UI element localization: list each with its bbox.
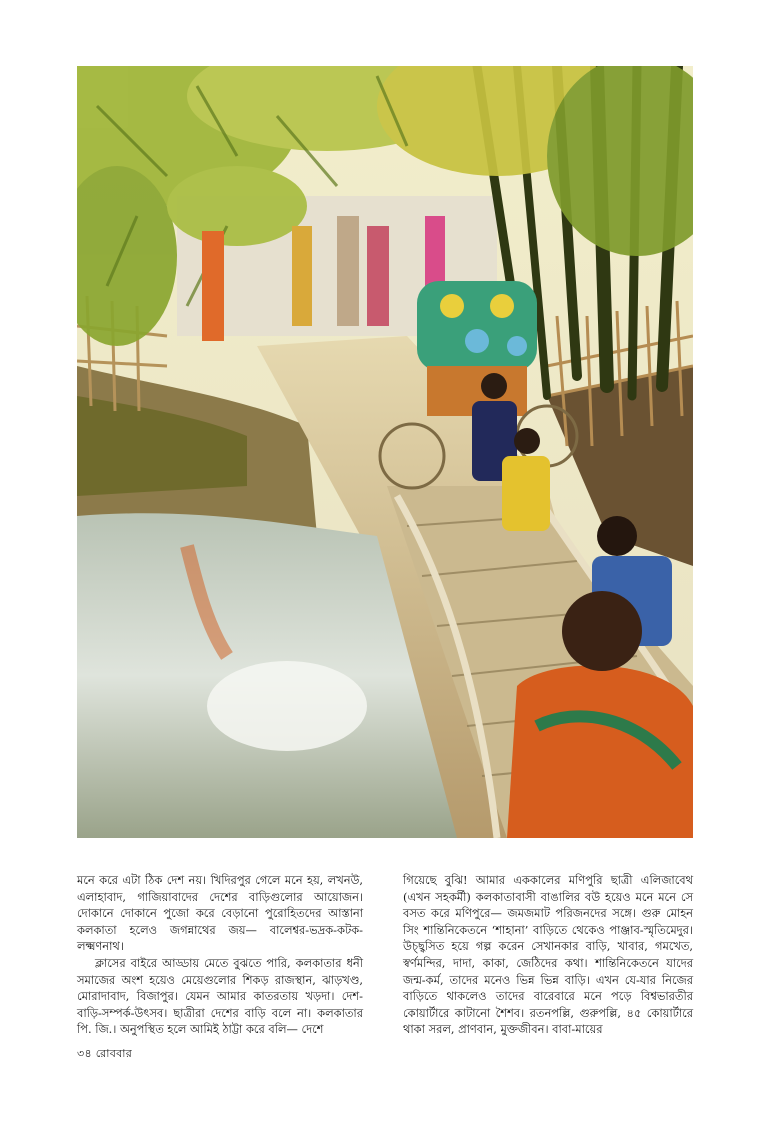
page-footer [77, 1045, 132, 1064]
article-column-left [77, 872, 363, 1038]
paragraph: গিয়েছে বুঝি! আমার এককালের মণিপুরি ছাত্রী এলিজাবেথ (এখন সহকর্মী) কলকাতাবাসী বাঙালির বউ হয়েও মনে মনে সে বসত করে মণিপুরে— জমজমাট পরিজনদের সঙ্গে। গুরু মোহন সিং শান্তিনিকেতনে ‘শাহানা’ বাড়িতে থেকেও পাঞ্জাব-স্মৃতিমেদুর। উচ্ছ্বসিত হয়ে গল্প করেন সেখানকার বাড়ি, খাবার, গমখেত, স্বর্ণমন্দির, দাদা, কাকা, জেঠিদের কথা। শান্তিনিকেতনে যাদের জন্ম-কর্ম, তাদের মনেও ভিন্ন ভিন্ন বাড়ি। এখন যে-যার নিজের বাড়িতে থাকলেও তাদের বারেবারে মনে পড়ে বিশ্বভারতীর কোয়ার্টারে কাটানো শৈশব। রতনপল্লি, গুরুপল্লি, ৪৫ কোয়ার্টারে থাকা সরল, প্রাণবান, মুক্তজীবন। বাবা-মায়ের [403, 873, 693, 1037]
page-number: ৩৪ [77, 1047, 92, 1060]
article-photo [77, 66, 693, 838]
paragraph: ক্লাসের বাইরে আড্ডায় মেতে বুঝতে পারি, কলকাতার ধনী সমাজের অংশ হয়েও মেয়েগুলোর শিকড় রাজস্থান, ঝাড়খণ্ড, মোরাদাবাদ, বিজাপুর। যেমন আমার কাতরতায় খড়দা। দেশ-বাড়ি-সম্পর্ক-উৎসব। ছাত্রীরা দেশের বাড়ি বলে না। কলকাতার পি. জি.। অনুপস্থিত হলে আমিই ঠাট্টা করে বলি— দেশে [77, 955, 363, 1037]
magazine-name: রোববার [95, 1047, 133, 1060]
article-column-right [403, 872, 693, 1038]
paragraph: মনে করে এটা ঠিক দেশ নয়। খিদিরপুর গেলে মনে হয়, লখনউ, এলাহাবাদ, গাজিয়াবাদের দেশের বাড়িগুলোর আয়োজন। দোকানে দোকানে পুজো করে বেড়ানো পুরোহিতদের আস্তানা কলকাতা হলেও জগন্নাথের জয়— বালেশ্বর-ভদ্রক-কটক-লক্ষ্মণনাথ। [77, 873, 363, 954]
